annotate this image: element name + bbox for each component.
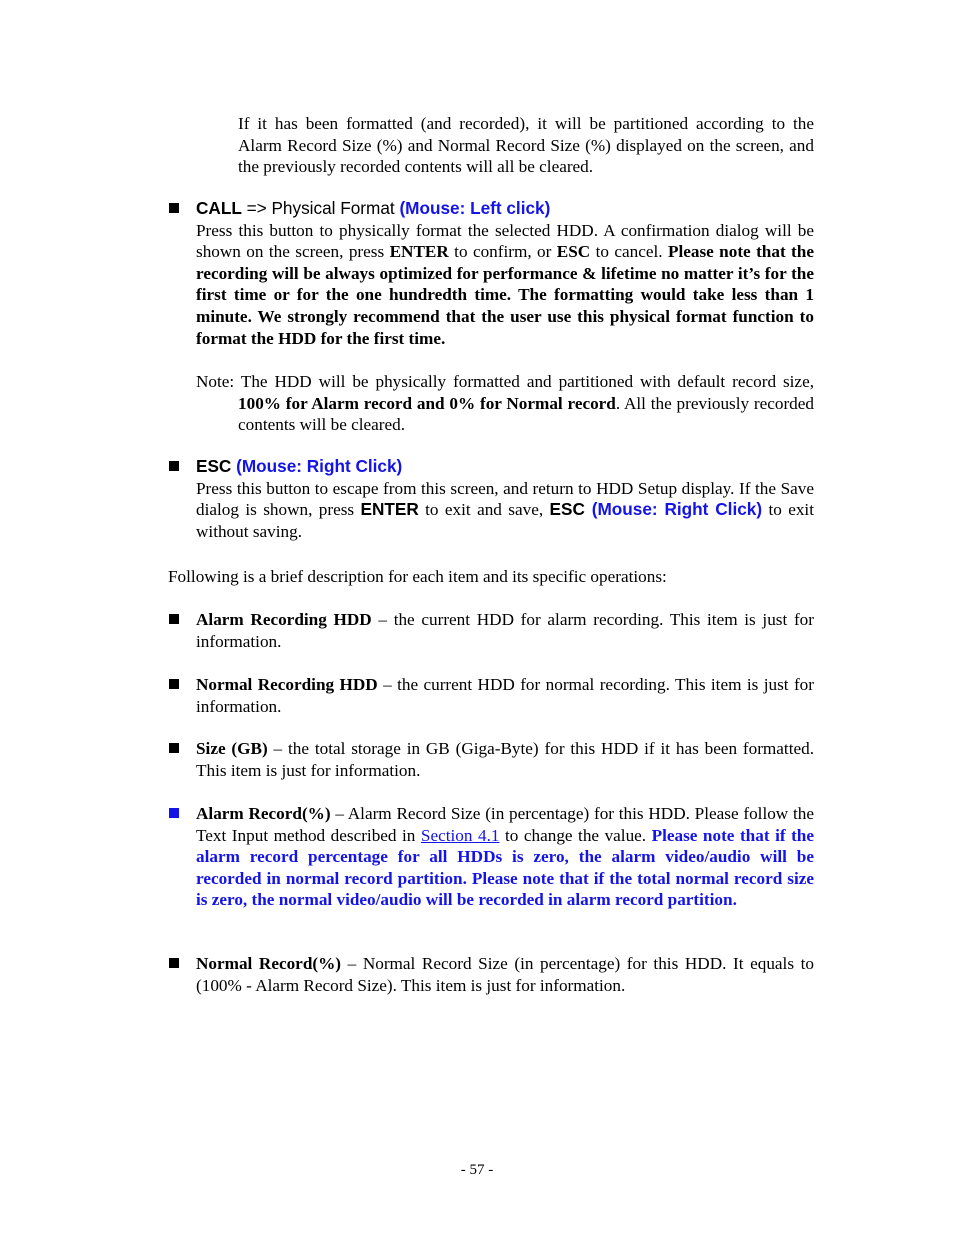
call-desc-part: to confirm, or xyxy=(448,242,557,262)
square-bullet-icon xyxy=(169,203,179,213)
call-mouse-hint: (Mouse: Left click) xyxy=(399,198,551,218)
call-bold-note: Please note that the recording will be always optimized for performance & lifetime no matter it’s for the first time or for the one hundredth time. The formatting would take less than 1 minute. We strongly recommend that the user use this physical format function to format the HDD for the first time. xyxy=(196,242,814,348)
square-bullet-icon xyxy=(169,958,179,968)
note-bold: 100% for Alarm record and 0% for Normal record xyxy=(238,393,616,413)
item-normal-recording-hdd xyxy=(196,674,814,717)
square-bullet-icon xyxy=(169,808,179,818)
item-text xyxy=(196,674,814,717)
esc-item xyxy=(196,456,814,542)
esc-mouse-hint-2: (Mouse: Right Click) xyxy=(584,499,763,520)
esc-key-label: ESC xyxy=(556,242,591,262)
item-title: Size (GB) xyxy=(196,739,268,758)
esc-key-label: ESC xyxy=(549,499,585,520)
item-desc: – Alarm Record Size (in percentage) for this HDD. Please follow the Text Input method described in xyxy=(196,804,814,845)
alarm-record-blue-note: Please note that if the alarm record percentage for all HDDs is zero, the alarm video/audio will be recorded in normal record partition. Please note that if the total normal record size is zero, the normal video/audio will be recorded in alarm record partition. xyxy=(196,825,814,910)
item-desc: – the current HDD for normal recording. This item is just for information. xyxy=(196,675,814,716)
esc-key: ESC xyxy=(196,456,232,476)
esc-description xyxy=(196,478,814,543)
square-bullet-icon xyxy=(169,461,179,471)
item-title: Alarm Recording HDD xyxy=(196,610,372,629)
item-desc: – the current HDD for alarm recording. This item is just for information. xyxy=(196,610,814,651)
call-desc-part: to cancel. xyxy=(590,242,668,262)
section-4-1-link[interactable]: Section 4.1 xyxy=(420,825,500,845)
note-suffix: . All the previously recorded contents will be cleared. xyxy=(238,393,814,435)
item-text xyxy=(196,953,814,996)
intro-paragraph xyxy=(238,113,814,178)
item-size-gb xyxy=(196,738,814,781)
format-note-text xyxy=(196,371,814,436)
item-desc: – Normal Record Size (in percentage) for this HDD. It equals to (100% - Alarm Record Size). This item is just for information. xyxy=(196,954,814,995)
item-alarm-record xyxy=(196,803,814,911)
call-key: CALL xyxy=(196,198,242,218)
item-normal-record xyxy=(196,953,814,996)
item-alarm-recording-hdd xyxy=(196,609,814,652)
square-bullet-icon xyxy=(169,743,179,753)
esc-desc-part: to exit without saving. xyxy=(196,500,814,541)
item-title: Alarm Record(%) xyxy=(196,804,331,823)
esc-desc-part: Press this button to escape from this screen, and return to HDD Setup display. If the Save dialog is shown, press xyxy=(196,478,814,520)
call-arrow-text: => Physical Format xyxy=(241,198,400,218)
item-desc: to change the value. xyxy=(499,825,652,845)
esc-heading xyxy=(196,456,814,478)
enter-key-label: ENTER xyxy=(389,242,449,262)
esc-desc-part: to exit and save, xyxy=(418,500,550,520)
call-description xyxy=(196,220,814,350)
square-bullet-icon xyxy=(169,614,179,624)
call-desc-part: Press this button to physically format the selected HDD. A confirmation dialog will be shown on the screen, press xyxy=(196,220,814,262)
item-text xyxy=(196,609,814,652)
item-text xyxy=(196,738,814,781)
item-text xyxy=(196,803,814,911)
esc-mouse-hint: (Mouse: Right Click) xyxy=(231,456,403,476)
format-note xyxy=(196,371,814,436)
square-bullet-icon xyxy=(169,679,179,689)
enter-key-label: ENTER xyxy=(360,499,419,520)
call-heading xyxy=(196,198,814,220)
note-prefix: Note: The HDD will be physically formatted and partitioned with default record size, xyxy=(196,372,814,391)
page-number: - 57 - xyxy=(460,1162,494,1178)
item-desc: – the total storage in GB (Giga-Byte) for this HDD if it has been formatted. This item is just for information. xyxy=(196,739,814,780)
item-title: Normal Recording HDD xyxy=(196,675,378,694)
following-paragraph xyxy=(168,566,814,588)
item-title: Normal Record(%) xyxy=(196,954,342,973)
following-text: Following is a brief description for each item and its specific operations: xyxy=(168,567,667,586)
call-item xyxy=(196,198,814,349)
intro-text: If it has been formatted (and recorded), it will be partitioned according to the Alarm Record Size (%) and Normal Record Size (%) displayed on the screen, and the previously recorded contents will all be cleared. xyxy=(238,114,814,177)
